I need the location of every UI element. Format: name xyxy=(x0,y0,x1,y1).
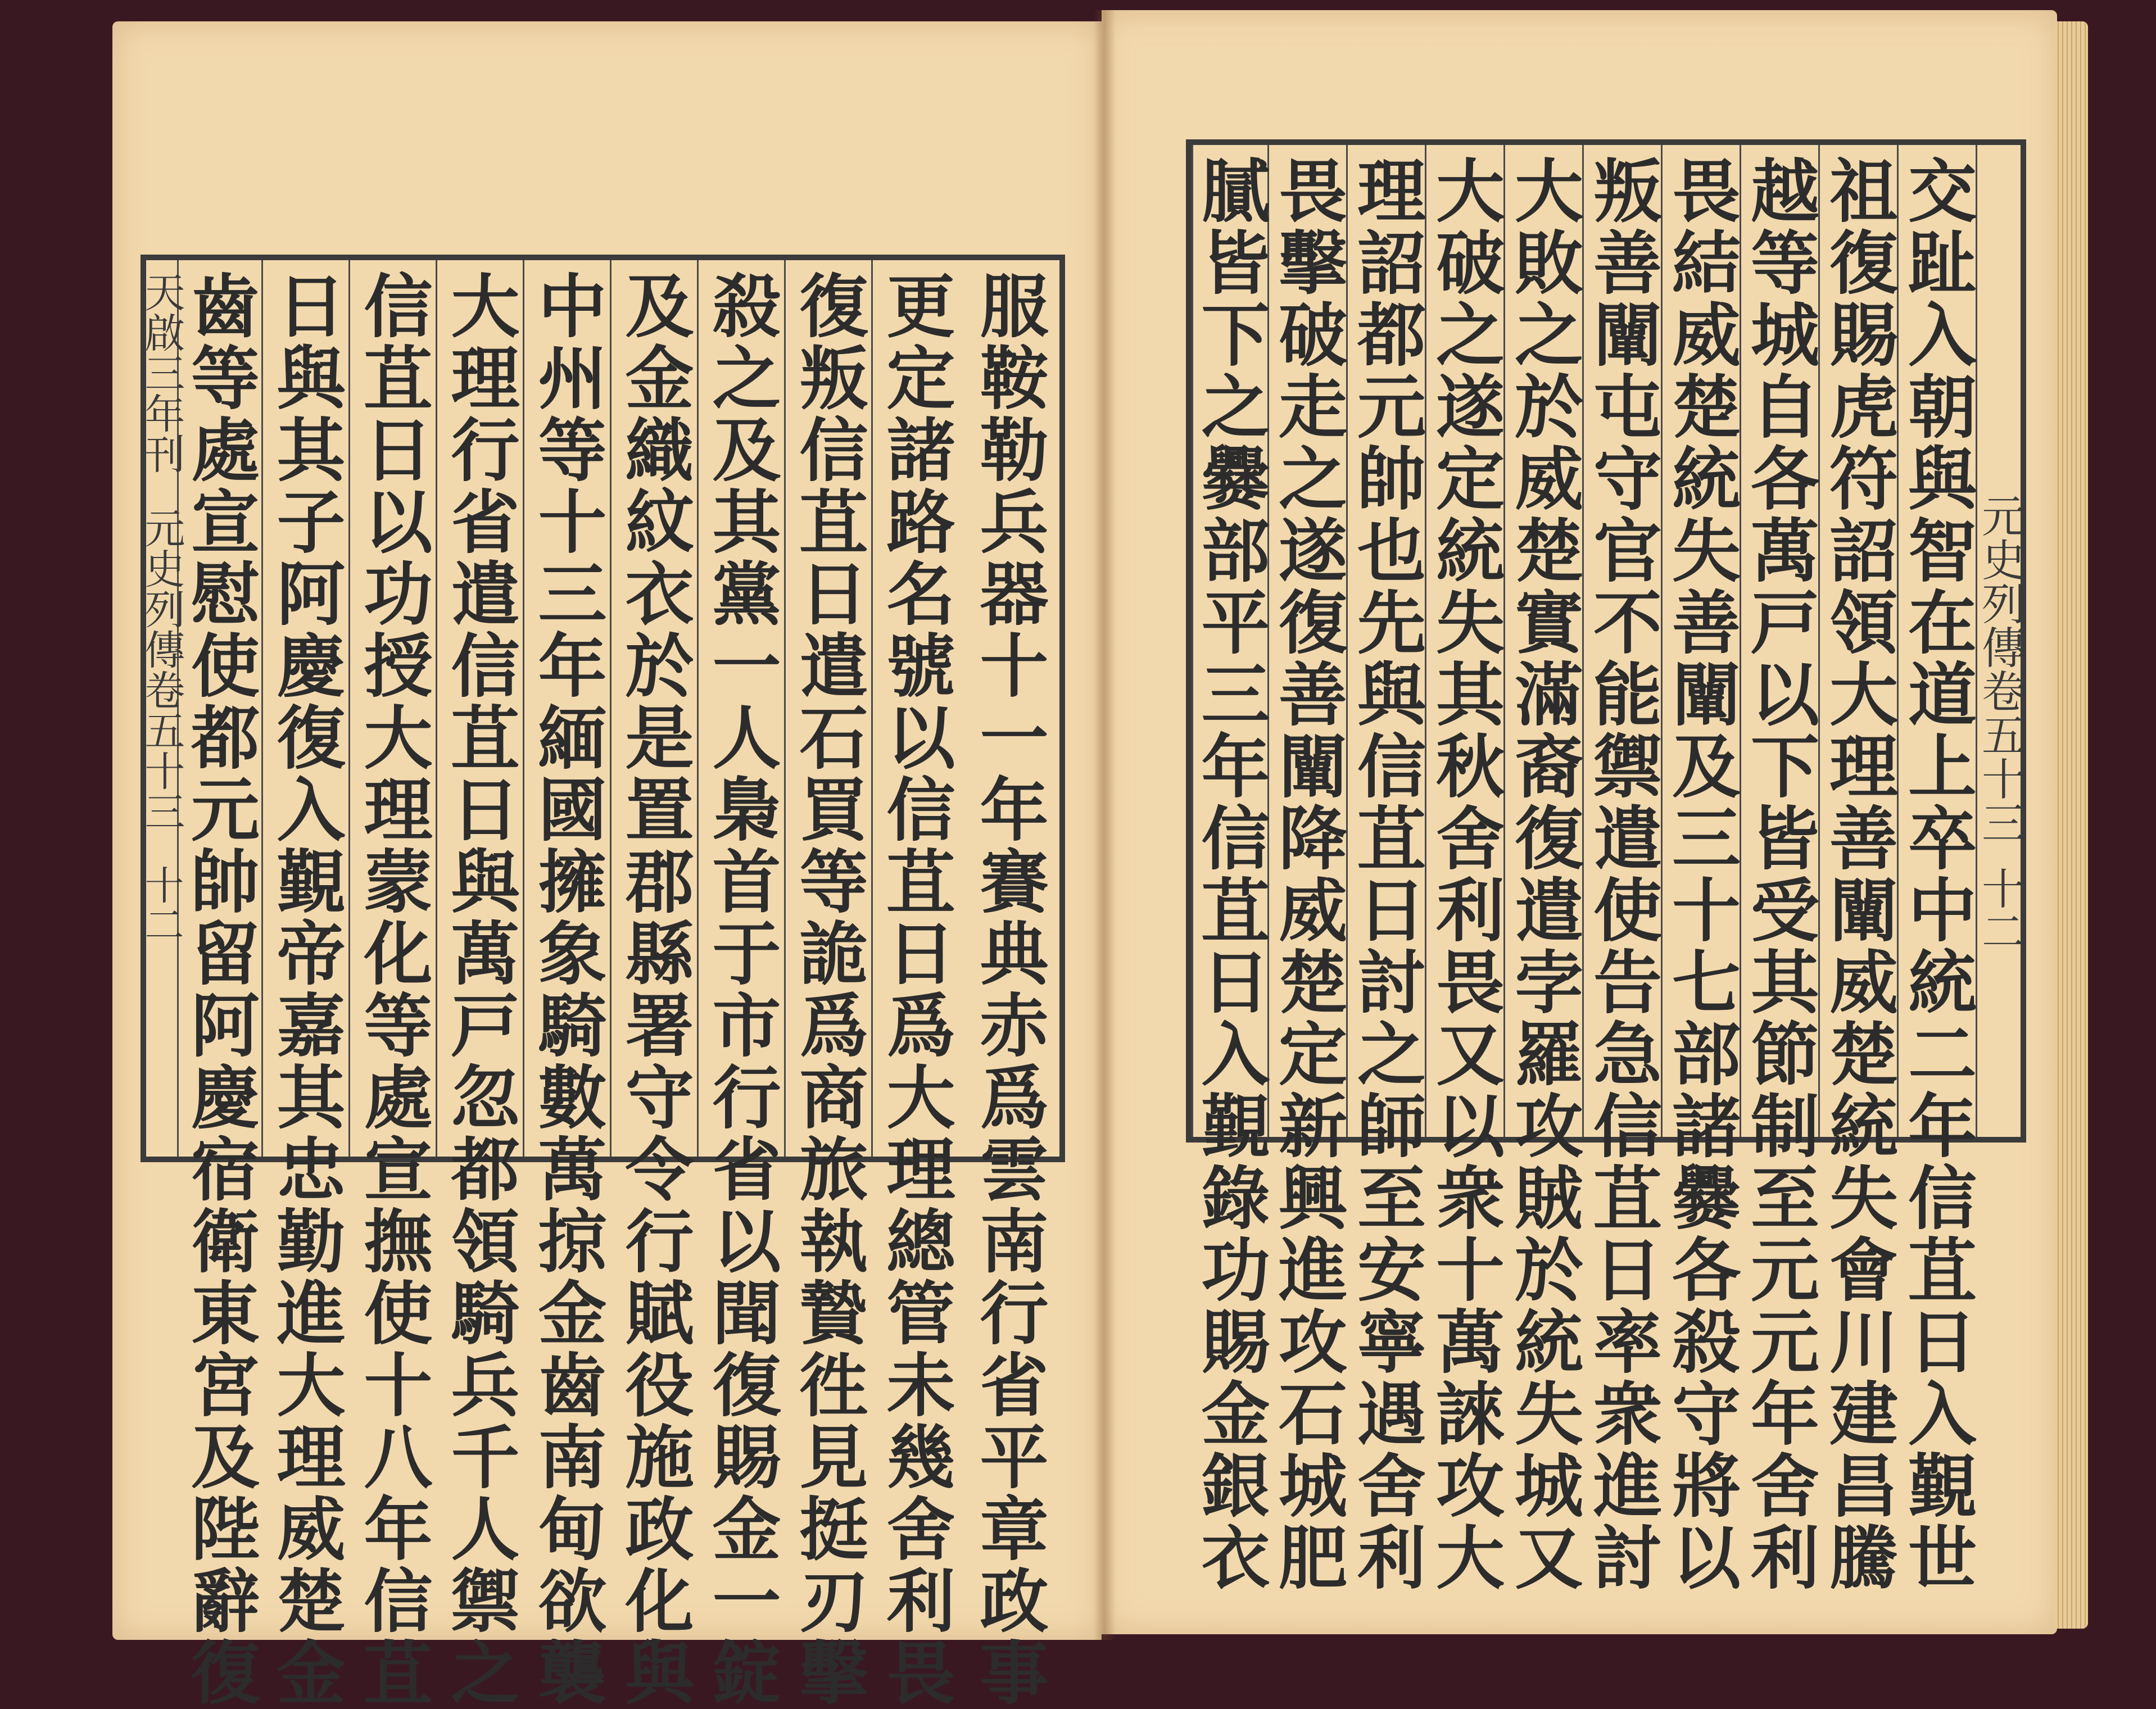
edition-label: 天啟三年刊 xyxy=(138,271,185,474)
left-page xyxy=(112,21,1102,1709)
margin-title: 元史列傳卷五十三 xyxy=(138,507,185,831)
column-text: 交趾入朝與智在道上卒中統二年信苴日入覲世 xyxy=(1896,155,1978,1594)
text-column xyxy=(784,260,871,1709)
text-column xyxy=(1582,145,1663,1594)
text-column xyxy=(610,260,697,1709)
text-column xyxy=(1896,145,1978,1594)
left-margin-column xyxy=(138,260,185,1157)
column-text: 中州等十三年緬國擁象騎數萬掠金齒南甸欲襲 xyxy=(527,270,608,1709)
column-text: 理詔都元帥也先與信苴日討之師至安寧遇舍利 xyxy=(1346,155,1427,1594)
column-text: 大敗之於威楚實滿裔復遣孛羅攻賊於統失城又 xyxy=(1503,155,1584,1594)
text-column xyxy=(1739,145,1820,1594)
text-column xyxy=(348,260,436,1709)
column-text: 服鞍勒兵器十一年賽典赤爲雲南行省平章政事 xyxy=(968,270,1049,1709)
column-text: 祖復賜虎符詔領大理善闡威楚統失會川建昌騰 xyxy=(1818,155,1899,1594)
column-text: 復叛信苴日遣石買等詭爲商旅執贄徃見挺刃擊 xyxy=(788,270,869,1709)
text-column xyxy=(697,260,784,1709)
text-column xyxy=(1267,145,1348,1594)
text-column xyxy=(1190,145,1271,1594)
text-column xyxy=(261,260,348,1709)
column-text: 日與其子阿慶復入覲帝嘉其忠勤進大理威楚金 xyxy=(265,270,346,1709)
column-text: 齒等處宣慰使都元帥留阿慶宿衛東宮及陛辭復 xyxy=(179,270,261,1709)
column-text: 畏擊破走之遂復善闡降威楚定新興進攻石城肥 xyxy=(1267,155,1348,1594)
text-column xyxy=(1503,145,1584,1594)
left-text-frame xyxy=(138,255,1065,1709)
right-text-frame xyxy=(1186,139,2026,1594)
page-edges xyxy=(2054,21,2088,1629)
column-text: 越等城自各萬戸以下皆受其節制至元元年舍利 xyxy=(1739,155,1820,1594)
text-column xyxy=(1346,145,1427,1594)
text-column xyxy=(436,260,523,1709)
column-text: 叛善闡屯守官不能禦遣使告急信苴日率衆進討 xyxy=(1582,155,1663,1594)
column-text: 殺之及其黨一人梟首于市行省以聞復賜金一錠 xyxy=(701,270,782,1709)
right-page xyxy=(1102,10,2057,1634)
margin-title: 元史列傳卷五十三 xyxy=(1974,493,2025,844)
column-text: 信苴日以功授大理蒙化等處宣撫使十八年信苴 xyxy=(352,270,433,1709)
text-column xyxy=(1818,145,1899,1594)
page-number: 十二 xyxy=(1974,867,2025,952)
column-text: 畏結威楚統失善闡及三十七部諸爨各殺守將以 xyxy=(1660,155,1742,1594)
text-column xyxy=(1424,145,1506,1594)
column-text: 大破之遂定統失其秋舍利畏又以衆十萬誺攻大 xyxy=(1424,155,1506,1594)
page-number: 十二 xyxy=(138,865,184,944)
open-book xyxy=(112,10,2091,1709)
text-column xyxy=(523,260,610,1709)
column-text: 膩皆下之爨部平三年信苴日入覲錄功賜金銀衣 xyxy=(1190,155,1271,1594)
column-text: 大理行省遣信苴日與萬戸忽都領騎兵千人禦之 xyxy=(440,270,520,1709)
column-text: 更定諸路名號以信苴日爲大理總管未幾舍利畏 xyxy=(875,270,956,1709)
text-column xyxy=(958,260,1059,1709)
text-column xyxy=(871,260,958,1709)
right-margin-column xyxy=(1974,145,2025,1137)
book-gutter xyxy=(1093,10,1116,1640)
column-text: 及金織紋衣於是置郡縣署守令行賦役施政化與 xyxy=(614,270,695,1709)
text-column xyxy=(1660,145,1742,1594)
